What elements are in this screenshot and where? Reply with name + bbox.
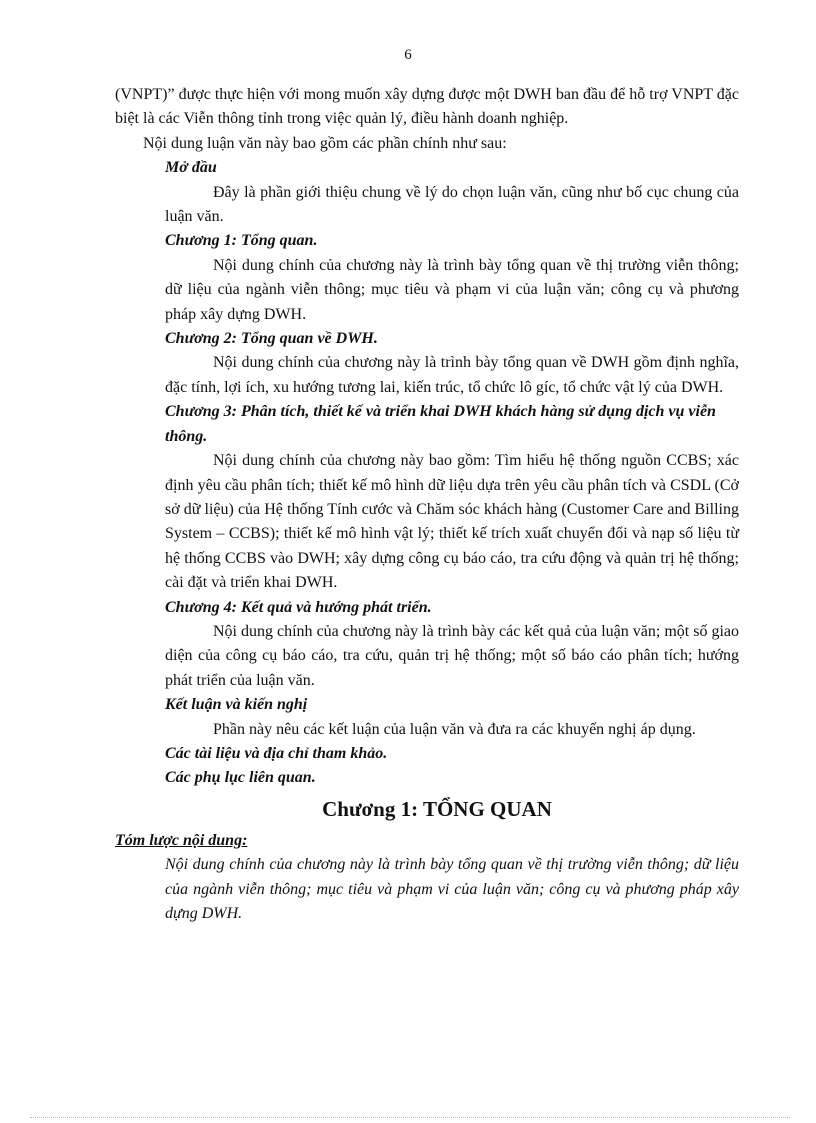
summary-heading: Tóm lược nội dung: (115, 831, 248, 849)
section-heading: Mở đầu (165, 159, 217, 177)
section-introduction (115, 156, 739, 229)
document-body (115, 83, 739, 926)
section-references (115, 742, 739, 791)
summary-body: Nội dung chính của chương này là trình bày tổng quan về thị trường viễn thông; dữ liệu của ngành viễn thông; mục tiêu và phạm vi của luận văn; công cụ và phương pháp xây dựng DWH. (165, 856, 739, 922)
section-chapter-2 (115, 327, 739, 400)
page-number: 6 (404, 47, 412, 63)
section-heading: Chương 1: Tổng quan. (165, 232, 318, 250)
section-conclusion (115, 693, 739, 742)
section-heading: Chương 3: Phân tích, thiết kế và triển khai DWH khách hàng sử dụng dịch vụ viễn thông. (165, 403, 716, 445)
section-heading: Chương 2: Tổng quan về DWH. (165, 330, 378, 348)
section-heading: Kết luận và kiến nghị (165, 696, 308, 714)
section-chapter-3 (115, 400, 739, 595)
section-body: Nội dung chính của chương này là trình bày các kết quả của luận văn; một số giao diện của công cụ báo cáo, tra cứu, quản trị hệ thống; một số báo cáo phân tích; hướng phát triển của luận văn. (165, 622, 739, 689)
references-heading: Các tài liệu và địa chỉ tham khảo. (165, 744, 388, 762)
section-body: Nội dung chính của chương này là trình bày tổng quan về thị trường viễn thông; dữ liệu của ngành viễn thông; mục tiêu và phạm vi của luận văn; công cụ và phương pháp xây dựng DWH. (165, 256, 739, 323)
section-body: Phần này nêu các kết luận của luận văn và đưa ra các khuyến nghị áp dụng. (213, 720, 696, 738)
page-bottom-divider (30, 1117, 790, 1118)
intro-continuation: (VNPT)” được thực hiện với mong muốn xây dựng được một DWH ban đầu để hỗ trợ VNPT đặc biệt là các Viễn thông tỉnh trong việc quản lý, điều hành doanh nghiệp. (115, 86, 739, 128)
intro-lead: Nội dung luận văn này bao gồm các phần chính như sau: (143, 134, 507, 152)
section-heading: Chương 4: Kết quả và hướng phát triển. (165, 598, 432, 616)
section-chapter-4 (115, 596, 739, 694)
section-body: Đây là phần giới thiệu chung về lý do chọn luận văn, cũng như bố cục chung của luận văn. (165, 183, 739, 226)
section-chapter-1 (115, 229, 739, 327)
chapter-title: Chương 1: TỔNG QUAN (322, 796, 552, 821)
appendix-heading: Các phụ lục liên quan. (165, 769, 316, 787)
section-body: Nội dung chính của chương này bao gồm: Tìm hiểu hệ thống nguồn CCBS; xác định yêu cầu phân tích; thiết kế mô hình dữ liệu dựa trên yêu cầu phân tích và CSDL (Cở sở dữ liệu) của Hệ thống Tính cước và Chăm sóc khách hàng (Customer Care and Billing System – CCBS); thiết kế mô hình vật lý; thiết kế trích xuất chuyển đổi và nạp số liệu từ hệ thống CCBS vào DWH; xây dựng công cụ báo cáo, tra cứu động và quản trị hệ thống; cài đặt và triển khai DWH. (165, 452, 739, 592)
section-body: Nội dung chính của chương này là trình bày tổng quan về DWH gồm định nghĩa, đặc tính, lợi ích, xu hướng tương lai, kiến trúc, tổ chức lô gíc, tổ chức vật lý của DWH. (165, 354, 739, 396)
